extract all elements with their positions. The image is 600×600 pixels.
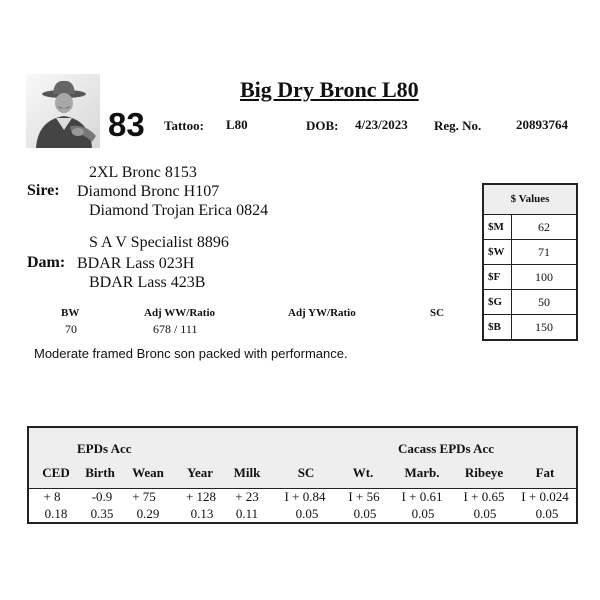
epd-value: I + 0.61 xyxy=(401,489,443,504)
dollar-value: 71 xyxy=(538,245,550,259)
epd-value: I + 0.84 xyxy=(284,489,326,504)
dob-value: 4/23/2023 xyxy=(355,117,408,132)
tattoo-value: L80 xyxy=(226,117,248,132)
bw-label: BW xyxy=(61,307,80,319)
bw-value: 70 xyxy=(65,322,77,336)
dollar-label: $W xyxy=(484,240,512,264)
comment-text: Moderate framed Bronc son packed with performance. xyxy=(34,346,348,361)
dollar-value: 50 xyxy=(538,295,550,309)
dollar-values-title: $ Values xyxy=(484,185,576,215)
epd-accuracy: 0.11 xyxy=(235,506,259,521)
epd-value: + 23 xyxy=(235,489,259,504)
epd-col-header: Marb. xyxy=(404,465,440,480)
ww-label: Adj WW/Ratio xyxy=(144,307,215,319)
epd-accuracy: 0.18 xyxy=(44,506,68,521)
animal-name: Big Dry Bronc L80 xyxy=(240,77,419,102)
dam-name: BDAR Lass 023H xyxy=(77,255,195,272)
sire-sire: 2XL Bronc 8153 xyxy=(89,164,197,181)
dollar-label: $M xyxy=(484,215,512,239)
cowboy-photo xyxy=(26,74,100,148)
reg-value: 20893764 xyxy=(516,117,568,132)
dollar-value: 62 xyxy=(538,220,550,234)
epd-col-header: SC xyxy=(297,465,315,480)
ww-value: 678 / 111 xyxy=(153,322,198,336)
epd-col-header: Birth xyxy=(85,465,115,480)
epd-accuracy: 0.05 xyxy=(473,506,497,521)
dob-label: DOB: xyxy=(306,118,339,133)
reg-label: Reg. No. xyxy=(434,118,482,133)
epd-col-header: Ribeye xyxy=(464,465,504,480)
sire-name: Diamond Bronc H107 xyxy=(77,183,220,200)
epd-value: I + 56 xyxy=(348,489,380,504)
epd-accuracy: 0.13 xyxy=(190,506,214,521)
epd-accuracy: 0.05 xyxy=(295,506,319,521)
dollar-value: 100 xyxy=(535,270,553,284)
dollar-value: 150 xyxy=(535,320,553,334)
dam-dam: BDAR Lass 423B xyxy=(89,274,206,291)
epd-value: I + 0.65 xyxy=(463,489,505,504)
epd-value: I + 0.024 xyxy=(521,489,569,504)
epd-table xyxy=(27,426,578,524)
lot-number: 83 xyxy=(108,106,145,143)
dollar-row xyxy=(484,240,576,265)
epd-value: + 75 xyxy=(132,489,156,504)
epd-value: -0.9 xyxy=(91,489,113,504)
dollar-label: $G xyxy=(484,290,512,314)
epd-group-label: EPDs Acc xyxy=(77,441,132,456)
epd-value: + 128 xyxy=(185,489,217,504)
dollar-row xyxy=(484,290,576,315)
epd-col-header: Fat xyxy=(535,465,555,480)
epd-col-header: Milk xyxy=(233,465,261,480)
epd-accuracy: 0.05 xyxy=(535,506,559,521)
sire-dam: Diamond Trojan Erica 0824 xyxy=(89,202,269,219)
epd-col-header: CED xyxy=(42,465,70,480)
epd-value: + 8 xyxy=(43,489,61,504)
epd-accuracy: 0.05 xyxy=(411,506,435,521)
dollar-row xyxy=(484,215,576,240)
dollar-label: $B xyxy=(484,315,512,339)
tattoo-label: Tattoo: xyxy=(164,118,204,133)
dollar-row xyxy=(484,315,576,339)
epd-col-header: Wean xyxy=(132,465,164,480)
dam-label: Dam: xyxy=(27,254,66,271)
yw-label: Adj YW/Ratio xyxy=(288,307,356,319)
cowboy-image xyxy=(26,74,100,148)
epd-accuracy: 0.05 xyxy=(353,506,377,521)
epd-accuracy: 0.35 xyxy=(90,506,114,521)
dollar-label: $F xyxy=(484,265,512,289)
dam-sire: S A V Specialist 8896 xyxy=(89,234,229,251)
epd-col-header: Wt. xyxy=(352,465,374,480)
sire-label: Sire: xyxy=(27,182,60,199)
epd-accuracy: 0.29 xyxy=(136,506,160,521)
carcass-group-label: Cacass EPDs Acc xyxy=(398,441,495,456)
dollar-values-table xyxy=(482,183,578,341)
epd-col-header: Year xyxy=(187,465,213,480)
sc-label: SC xyxy=(430,307,445,319)
dollar-row xyxy=(484,265,576,290)
